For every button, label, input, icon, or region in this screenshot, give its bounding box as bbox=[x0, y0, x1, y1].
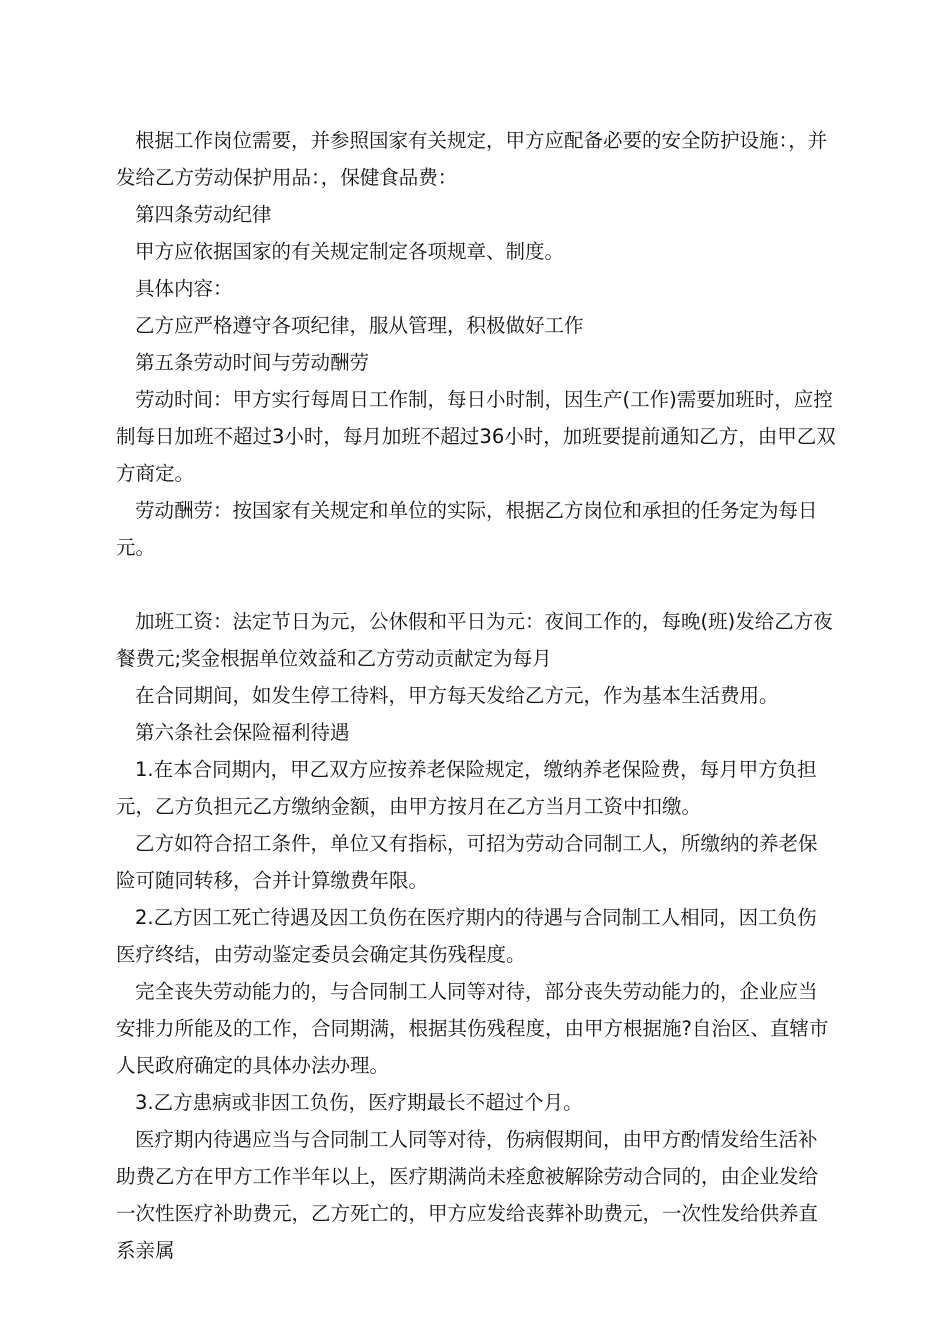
heading-article-4: 第四条劳动纪律 bbox=[135, 203, 272, 226]
paragraph-rules: 甲方应依据国家的有关规定制定各项规章、制度。 bbox=[135, 240, 565, 263]
paragraph-illness-period: 3.乙方患病或非因工负伤，医疗期最长不超过个月。 bbox=[135, 1091, 583, 1114]
paragraph-safety-equipment: 根据工作岗位需要，并参照国家有关规定，甲方应配备必要的安全防护设施：，并发给乙方劳动保护用品：，保健食品费： bbox=[116, 129, 828, 189]
paragraph-pension-transfer: 乙方如符合招工条件，单位又有指标，可招为劳动合同制工人，所缴纳的养老保险可随同转移，合并计算缴费年限。 bbox=[116, 832, 818, 892]
paragraph-disability: 完全丧失劳动能力的，与合同制工人同等对待，部分丧失劳动能力的，企业应当安排力所能及的工作，合同期满，根据其伤残程度，由甲方根据施?自治区、直辖市人民政府确定的具体办法办理。 bbox=[116, 980, 829, 1077]
paragraph-remuneration: 劳动酬劳：按国家有关规定和单位的实际，根据乙方岗位和承担的任务定为每日元。 bbox=[116, 499, 818, 559]
paragraph-pension-insurance: 1.在本合同期内，甲乙双方应按养老保险规定，缴纳养老保险费，每月甲方负担元，乙方负担元乙方缴纳金额，由甲方按月在乙方当月工资中扣缴。 bbox=[116, 758, 817, 818]
heading-article-6: 第六条社会保险福利待遇 bbox=[135, 721, 350, 744]
paragraph-discipline: 乙方应严格遵守各项纪律，服从管理，积极做好工作 bbox=[135, 314, 584, 337]
heading-article-5: 第五条劳动时间与劳动酬劳 bbox=[135, 351, 370, 374]
paragraph-working-time: 劳动时间：甲方实行每周日工作制，每日小时制，因生产(工作)需要加班时，应控制每日加班不超过3小时，每月加班不超过36小时，加班要提前通知乙方，由甲乙双方商定。 bbox=[116, 388, 836, 485]
paragraph-work-stoppage: 在合同期间，如发生停工待料，甲方每天发给乙方元，作为基本生活费用。 bbox=[135, 684, 779, 707]
document-body bbox=[116, 122, 836, 1269]
paragraph-work-injury: 2.乙方因工死亡待遇及因工负伤在医疗期内的待遇与合同制工人相同，因工负伤医疗终结，由劳动鉴定委员会确定其伤残程度。 bbox=[116, 906, 817, 966]
paragraph-overtime-pay: 加班工资：法定节日为元，公休假和平日为元：夜间工作的，每晚(班)发给乙方夜餐费元;奖金根据单位效益和乙方劳动贡献定为每月 bbox=[116, 610, 833, 670]
paragraph-medical-benefits: 医疗期内待遇应当与合同制工人同等对待，伤病假期间，由甲方酌情发给生活补助费乙方在甲方工作半年以上，医疗期满尚未痊愈被解除劳动合同的，由企业发给一次性医疗补助费元，乙方死亡的，甲方应发给丧葬补助费元，一次性发给供养直系亲属 bbox=[116, 1128, 819, 1262]
paragraph-specific-content: 具体内容： bbox=[135, 277, 233, 300]
